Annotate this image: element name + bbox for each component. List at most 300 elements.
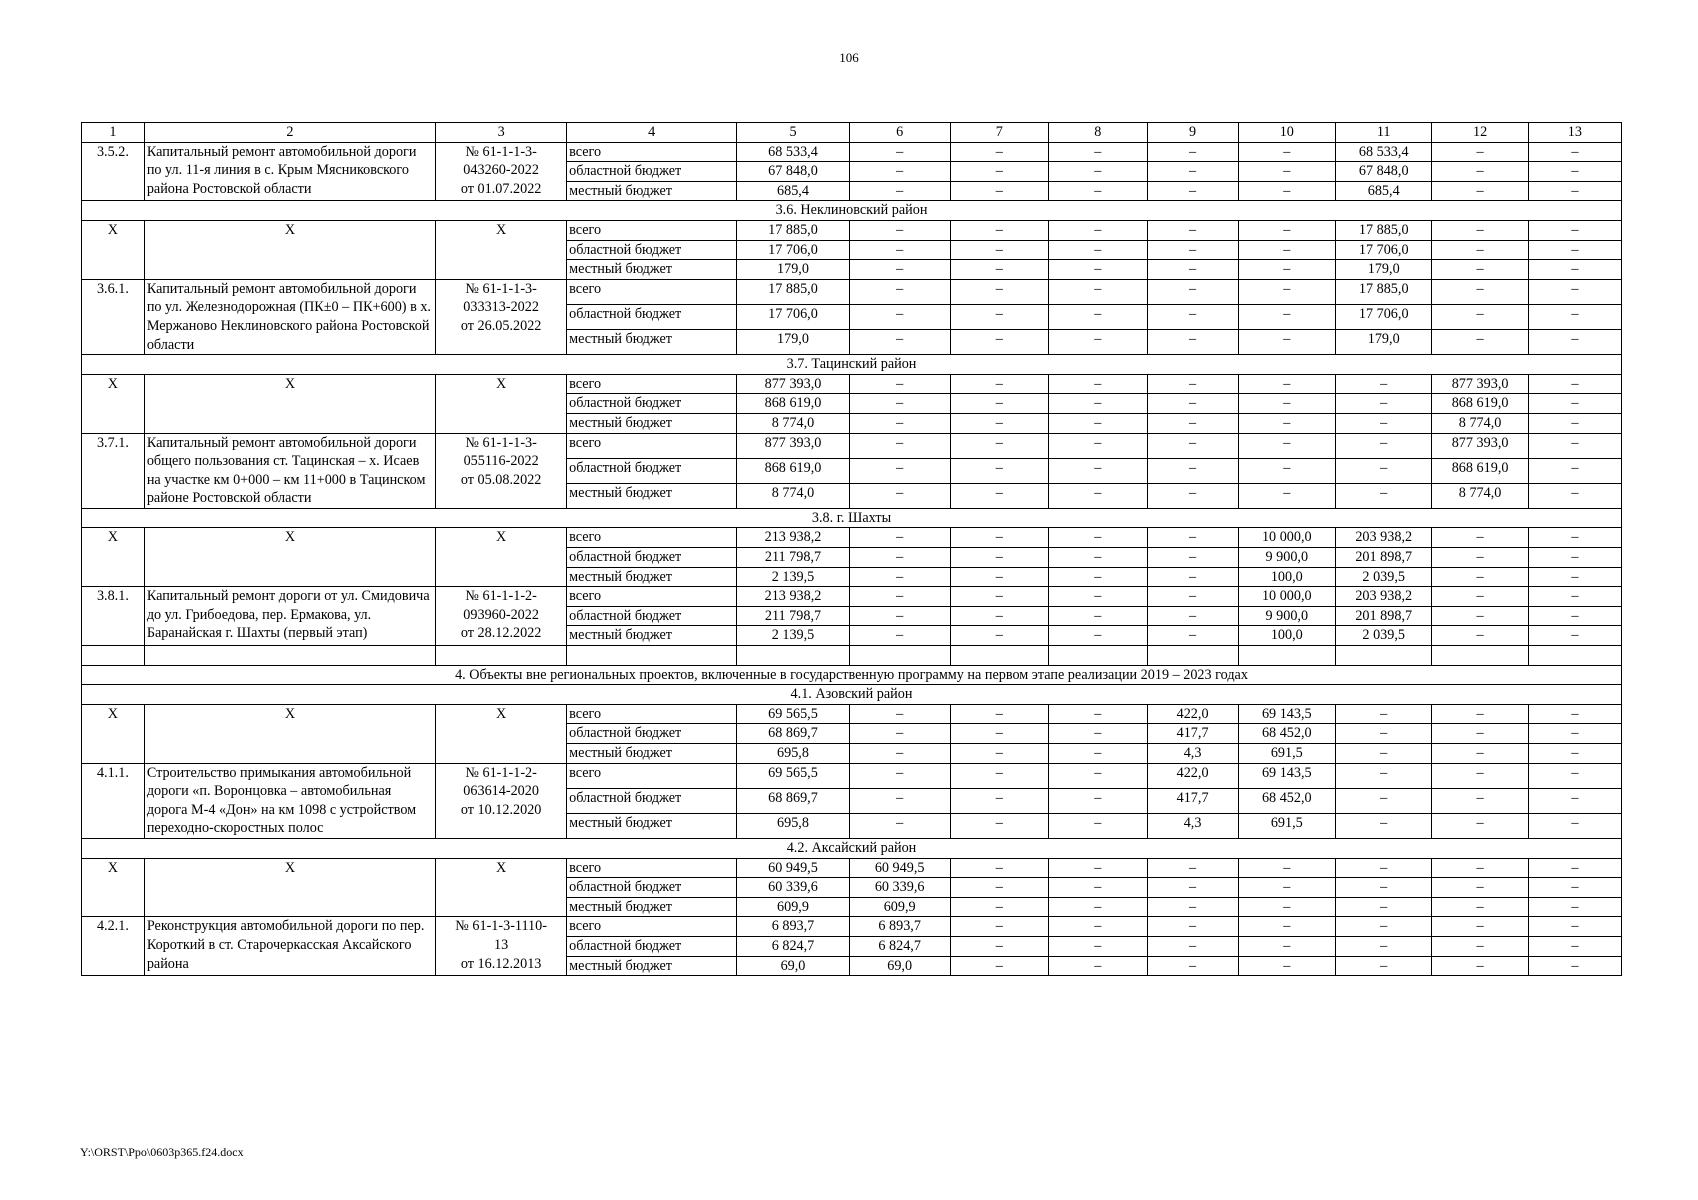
empty-cell — [849, 646, 950, 666]
value-cell: – — [849, 374, 950, 394]
value-cell: 68 533,4 — [1336, 142, 1432, 162]
value-cell: 8 774,0 — [1432, 413, 1528, 433]
value-cell: – — [950, 763, 1049, 788]
value-cell: – — [1147, 567, 1238, 587]
empty-cell — [567, 646, 737, 666]
value-cell: 17 706,0 — [737, 240, 850, 260]
value-cell: 69 143,5 — [1238, 763, 1335, 788]
value-cell: – — [1049, 878, 1148, 898]
value-cell: – — [849, 626, 950, 646]
value-cell: – — [1528, 142, 1621, 162]
value-cell: – — [1432, 763, 1528, 788]
value-cell: – — [950, 626, 1049, 646]
value-cell: – — [1238, 181, 1335, 201]
document-line: № 61-1-1-2- — [465, 764, 537, 781]
value-cell: – — [849, 433, 950, 458]
value-cell: – — [1238, 304, 1335, 329]
table-row — [82, 917, 1622, 937]
value-cell: – — [1528, 279, 1621, 304]
document-cell — [436, 142, 567, 201]
value-cell: – — [950, 413, 1049, 433]
funding-source: всего — [567, 279, 737, 304]
funding-source: областной бюджет — [567, 240, 737, 260]
document-line: Х — [496, 859, 507, 876]
item-number: Х — [82, 528, 145, 587]
section-title: 3.8. г. Шахты — [82, 508, 1622, 528]
value-cell: – — [1336, 458, 1432, 483]
value-cell: – — [950, 142, 1049, 162]
column-header: 1 — [82, 123, 145, 143]
value-cell: – — [1147, 626, 1238, 646]
value-cell: – — [1432, 813, 1528, 838]
value-cell: – — [1049, 304, 1148, 329]
funding-source: всего — [567, 220, 737, 240]
value-cell: – — [1049, 763, 1148, 788]
table-row — [82, 279, 1622, 304]
object-name: Капитальный ремонт дороги от ул. Смидовича до ул. Грибоедова, пер. Ермакова, ул. Баранайская г. Шахты (первый этап) — [144, 587, 435, 646]
value-cell: – — [1147, 260, 1238, 280]
column-header: 2 — [144, 123, 435, 143]
value-cell: – — [950, 279, 1049, 304]
value-cell: – — [1049, 788, 1148, 813]
page-number: 106 — [839, 50, 859, 65]
value-cell: 17 706,0 — [1336, 240, 1432, 260]
empty-cell — [1432, 646, 1528, 666]
object-name: Капитальный ремонт автомобильной дороги по ул. 11-я линия в с. Крым Мясниковского района Ростовской области — [144, 142, 435, 201]
object-name: Реконструкция автомобильной дороги по пер. Короткий в ст. Старочеркасская Аксайского района — [144, 917, 435, 976]
value-cell: 211 798,7 — [737, 548, 850, 568]
value-cell: 68 452,0 — [1238, 788, 1335, 813]
item-number: 4.1.1. — [82, 763, 145, 838]
value-cell: – — [849, 587, 950, 607]
document-cell — [436, 528, 567, 587]
value-cell: 17 885,0 — [737, 220, 850, 240]
value-cell: 17 706,0 — [737, 304, 850, 329]
value-cell: – — [950, 744, 1049, 764]
value-cell: 8 774,0 — [737, 413, 850, 433]
section-title: 4. Объекты вне региональных проектов, включенные в государственную программу на первом этапе реализации 2019 – 2023 годах — [82, 665, 1622, 685]
value-cell: 10 000,0 — [1238, 587, 1335, 607]
item-number: Х — [82, 704, 145, 763]
value-cell: – — [1432, 956, 1528, 976]
object-name: Х — [144, 528, 435, 587]
document-cell — [436, 220, 567, 279]
document-line: № 61-1-1-3- — [465, 280, 537, 297]
value-cell: – — [950, 956, 1049, 976]
value-cell: – — [1336, 956, 1432, 976]
value-cell: – — [950, 433, 1049, 458]
funding-source: местный бюджет — [567, 260, 737, 280]
document-line: 093960-2022 — [463, 606, 539, 623]
value-cell: – — [1049, 936, 1148, 956]
value-cell: – — [1432, 304, 1528, 329]
value-cell: – — [1238, 279, 1335, 304]
value-cell: – — [950, 162, 1049, 182]
funding-source: всего — [567, 917, 737, 937]
value-cell: – — [849, 606, 950, 626]
value-cell: – — [849, 528, 950, 548]
value-cell: – — [1528, 433, 1621, 458]
value-cell: – — [1049, 813, 1148, 838]
value-cell: 213 938,2 — [737, 587, 850, 607]
value-cell: – — [1238, 374, 1335, 394]
value-cell: 417,7 — [1147, 724, 1238, 744]
value-cell: – — [1432, 567, 1528, 587]
value-cell: 691,5 — [1238, 744, 1335, 764]
value-cell: – — [1147, 528, 1238, 548]
value-cell: 685,4 — [1336, 181, 1432, 201]
funding-source: всего — [567, 587, 737, 607]
value-cell: – — [1432, 240, 1528, 260]
value-cell: – — [950, 548, 1049, 568]
value-cell: – — [1049, 260, 1148, 280]
funding-source: всего — [567, 142, 737, 162]
value-cell: – — [849, 162, 950, 182]
value-cell: 17 885,0 — [737, 279, 850, 304]
value-cell: – — [1147, 483, 1238, 508]
value-cell: – — [950, 304, 1049, 329]
column-header: 10 — [1238, 123, 1335, 143]
value-cell: – — [849, 813, 950, 838]
table-row — [82, 142, 1622, 162]
value-cell: – — [1049, 330, 1148, 355]
table-row — [82, 528, 1622, 548]
funding-source: всего — [567, 374, 737, 394]
value-cell: 69,0 — [737, 956, 850, 976]
value-cell: – — [1336, 374, 1432, 394]
file-path-footer: Y:\ORST\Ppo\0603p365.f24.docx — [80, 1145, 244, 1159]
value-cell: 213 938,2 — [737, 528, 850, 548]
value-cell: 203 938,2 — [1336, 587, 1432, 607]
document-line: Х — [496, 705, 507, 722]
value-cell: – — [1336, 413, 1432, 433]
column-header: 9 — [1147, 123, 1238, 143]
value-cell: – — [1049, 483, 1148, 508]
value-cell: 100,0 — [1238, 567, 1335, 587]
value-cell: – — [849, 142, 950, 162]
value-cell: – — [1336, 917, 1432, 937]
value-cell: – — [1528, 626, 1621, 646]
value-cell: – — [1528, 394, 1621, 414]
column-header: 12 — [1432, 123, 1528, 143]
value-cell: – — [1432, 220, 1528, 240]
value-cell: – — [1147, 220, 1238, 240]
value-cell: – — [1147, 181, 1238, 201]
value-cell: 60 949,5 — [849, 858, 950, 878]
value-cell: – — [1528, 220, 1621, 240]
value-cell: 17 885,0 — [1336, 220, 1432, 240]
value-cell: – — [1147, 279, 1238, 304]
section-title: 4.1. Азовский район — [82, 685, 1622, 705]
section-title: 3.7. Тацинский район — [82, 355, 1622, 375]
item-number: 3.6.1. — [82, 279, 145, 354]
value-cell: – — [1049, 162, 1148, 182]
document-line: Х — [496, 529, 507, 546]
value-cell: – — [1238, 956, 1335, 976]
section-row — [82, 508, 1622, 528]
value-cell: – — [1528, 897, 1621, 917]
value-cell: – — [849, 394, 950, 414]
value-cell: – — [1238, 142, 1335, 162]
value-cell: – — [849, 763, 950, 788]
value-cell: – — [1049, 587, 1148, 607]
item-number: 3.7.1. — [82, 433, 145, 508]
value-cell: – — [950, 813, 1049, 838]
value-cell: – — [1238, 458, 1335, 483]
value-cell: – — [849, 458, 950, 483]
value-cell: 868 619,0 — [737, 394, 850, 414]
value-cell: – — [1528, 936, 1621, 956]
funding-source: местный бюджет — [567, 956, 737, 976]
item-number: Х — [82, 374, 145, 433]
value-cell: – — [1432, 704, 1528, 724]
value-cell: – — [1336, 897, 1432, 917]
value-cell: 8 774,0 — [737, 483, 850, 508]
value-cell: – — [1049, 279, 1148, 304]
value-cell: 609,9 — [849, 897, 950, 917]
value-cell: – — [1049, 626, 1148, 646]
value-cell: – — [1049, 956, 1148, 976]
value-cell: – — [1238, 858, 1335, 878]
value-cell: – — [1432, 858, 1528, 878]
value-cell: – — [849, 744, 950, 764]
value-cell: 8 774,0 — [1432, 483, 1528, 508]
value-cell: – — [849, 724, 950, 744]
value-cell: – — [1049, 917, 1148, 937]
value-cell: 211 798,7 — [737, 606, 850, 626]
funding-source: всего — [567, 763, 737, 788]
value-cell: 67 848,0 — [737, 162, 850, 182]
funding-source: местный бюджет — [567, 413, 737, 433]
value-cell: – — [1238, 260, 1335, 280]
funding-source: областной бюджет — [567, 394, 737, 414]
table-row — [82, 858, 1622, 878]
funding-source: областной бюджет — [567, 606, 737, 626]
value-cell: 68 869,7 — [737, 724, 850, 744]
value-cell: 2 139,5 — [737, 626, 850, 646]
budget-table — [81, 122, 1622, 976]
document-line: 063614-2020 — [463, 783, 539, 800]
value-cell: – — [1528, 330, 1621, 355]
value-cell: – — [1238, 936, 1335, 956]
item-number: Х — [82, 220, 145, 279]
value-cell: 60 339,6 — [737, 878, 850, 898]
value-cell: – — [1336, 878, 1432, 898]
value-cell: – — [1049, 858, 1148, 878]
table-row — [82, 704, 1622, 724]
value-cell: – — [1147, 878, 1238, 898]
value-cell: – — [1049, 606, 1148, 626]
value-cell: 877 393,0 — [1432, 374, 1528, 394]
value-cell: 179,0 — [737, 260, 850, 280]
value-cell: 417,7 — [1147, 788, 1238, 813]
value-cell: 695,8 — [737, 813, 850, 838]
value-cell: – — [1238, 433, 1335, 458]
value-cell: 9 900,0 — [1238, 548, 1335, 568]
value-cell: – — [950, 458, 1049, 483]
funding-source: всего — [567, 433, 737, 458]
empty-cell — [1336, 646, 1432, 666]
value-cell: – — [950, 528, 1049, 548]
funding-source: местный бюджет — [567, 330, 737, 355]
value-cell: – — [1336, 858, 1432, 878]
value-cell: – — [1528, 567, 1621, 587]
empty-cell — [1147, 646, 1238, 666]
value-cell: – — [950, 181, 1049, 201]
value-cell: 6 824,7 — [737, 936, 850, 956]
value-cell: – — [1528, 587, 1621, 607]
funding-source: местный бюджет — [567, 744, 737, 764]
value-cell: – — [849, 330, 950, 355]
value-cell: 868 619,0 — [737, 458, 850, 483]
funding-source: областной бюджет — [567, 162, 737, 182]
table-body — [82, 123, 1622, 976]
value-cell: – — [1528, 763, 1621, 788]
document-line: от 28.12.2022 — [460, 625, 542, 642]
table-row — [82, 587, 1622, 607]
object-name: Х — [144, 220, 435, 279]
value-cell: 6 824,7 — [849, 936, 950, 956]
empty-cell — [144, 646, 435, 666]
value-cell: – — [1432, 626, 1528, 646]
value-cell: – — [1147, 142, 1238, 162]
value-cell: – — [1147, 936, 1238, 956]
value-cell: 877 393,0 — [737, 433, 850, 458]
value-cell: – — [849, 260, 950, 280]
value-cell: – — [1336, 704, 1432, 724]
value-cell: – — [1528, 813, 1621, 838]
document-line: 043260-2022 — [463, 162, 539, 179]
value-cell: – — [950, 788, 1049, 813]
value-cell: 179,0 — [1336, 330, 1432, 355]
column-header: 3 — [436, 123, 567, 143]
value-cell: – — [1528, 181, 1621, 201]
value-cell: – — [1432, 788, 1528, 813]
funding-source: всего — [567, 858, 737, 878]
value-cell: – — [849, 279, 950, 304]
value-cell: 422,0 — [1147, 704, 1238, 724]
value-cell: – — [1432, 181, 1528, 201]
funding-source: местный бюджет — [567, 813, 737, 838]
value-cell: 203 938,2 — [1336, 528, 1432, 548]
document-line: № 61-1-1-3- — [465, 434, 537, 451]
value-cell: 6 893,7 — [737, 917, 850, 937]
value-cell: – — [1432, 260, 1528, 280]
item-number: 4.2.1. — [82, 917, 145, 976]
value-cell: – — [950, 606, 1049, 626]
funding-source: местный бюджет — [567, 626, 737, 646]
table-row — [82, 433, 1622, 458]
value-cell: – — [1238, 897, 1335, 917]
value-cell: – — [849, 483, 950, 508]
section-row — [82, 838, 1622, 858]
value-cell: – — [950, 587, 1049, 607]
section-title: 4.2. Аксайский район — [82, 838, 1622, 858]
document-cell — [436, 704, 567, 763]
value-cell: – — [950, 936, 1049, 956]
value-cell: – — [849, 240, 950, 260]
value-cell: – — [950, 878, 1049, 898]
value-cell: 609,9 — [737, 897, 850, 917]
value-cell: – — [1336, 813, 1432, 838]
value-cell: 4,3 — [1147, 813, 1238, 838]
value-cell: 179,0 — [737, 330, 850, 355]
document-line: от 01.07.2022 — [460, 180, 542, 197]
value-cell: – — [950, 260, 1049, 280]
column-header: 7 — [950, 123, 1049, 143]
value-cell: – — [950, 220, 1049, 240]
empty-cell — [436, 646, 567, 666]
value-cell: – — [1432, 330, 1528, 355]
value-cell: – — [950, 374, 1049, 394]
value-cell: 9 900,0 — [1238, 606, 1335, 626]
item-number: 3.8.1. — [82, 587, 145, 646]
value-cell: 2 139,5 — [737, 567, 850, 587]
value-cell: – — [1147, 858, 1238, 878]
value-cell: – — [1049, 181, 1148, 201]
document-cell — [436, 374, 567, 433]
document-line: 033313-2022 — [463, 299, 539, 316]
value-cell: – — [1432, 162, 1528, 182]
value-cell: 422,0 — [1147, 763, 1238, 788]
value-cell: – — [1336, 744, 1432, 764]
column-header: 11 — [1336, 123, 1432, 143]
blank-row — [82, 646, 1622, 666]
value-cell: – — [1147, 548, 1238, 568]
value-cell: – — [1238, 240, 1335, 260]
document-line: от 26.05.2022 — [460, 317, 542, 334]
value-cell: – — [1528, 724, 1621, 744]
value-cell: – — [1049, 548, 1148, 568]
funding-source: областной бюджет — [567, 304, 737, 329]
funding-source: областной бюджет — [567, 788, 737, 813]
value-cell: – — [1528, 744, 1621, 764]
value-cell: – — [1147, 374, 1238, 394]
value-cell: 68 869,7 — [737, 788, 850, 813]
value-cell: 4,3 — [1147, 744, 1238, 764]
value-cell: – — [1147, 240, 1238, 260]
value-cell: – — [1147, 330, 1238, 355]
value-cell: – — [1049, 724, 1148, 744]
value-cell: – — [1528, 606, 1621, 626]
header-row — [82, 123, 1622, 143]
value-cell: – — [950, 724, 1049, 744]
value-cell: – — [1049, 567, 1148, 587]
value-cell: – — [1147, 458, 1238, 483]
value-cell: 695,8 — [737, 744, 850, 764]
value-cell: – — [1147, 433, 1238, 458]
value-cell: – — [1432, 548, 1528, 568]
value-cell: – — [1432, 917, 1528, 937]
column-header: 5 — [737, 123, 850, 143]
value-cell: – — [1336, 433, 1432, 458]
value-cell: – — [950, 858, 1049, 878]
value-cell: 6 893,7 — [849, 917, 950, 937]
value-cell: – — [1238, 330, 1335, 355]
value-cell: 877 393,0 — [1432, 433, 1528, 458]
value-cell: 17 885,0 — [1336, 279, 1432, 304]
value-cell: – — [849, 548, 950, 568]
value-cell: – — [1528, 304, 1621, 329]
value-cell: 201 898,7 — [1336, 548, 1432, 568]
value-cell: – — [1336, 724, 1432, 744]
value-cell: – — [1238, 878, 1335, 898]
value-cell: – — [1528, 878, 1621, 898]
value-cell: – — [1238, 483, 1335, 508]
value-cell: – — [1528, 260, 1621, 280]
value-cell: – — [950, 483, 1049, 508]
value-cell: – — [1432, 724, 1528, 744]
